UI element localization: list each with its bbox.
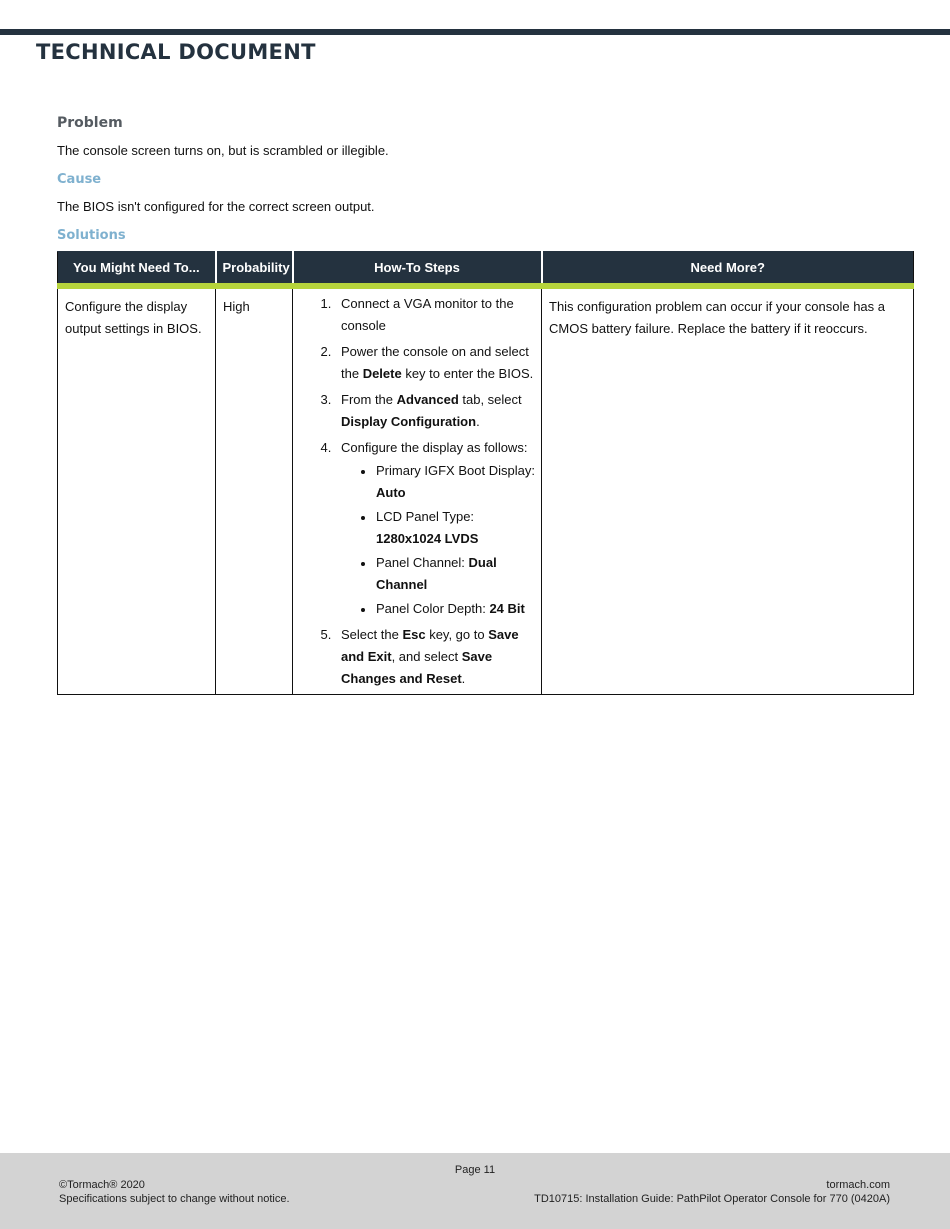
need-more-cell: This configuration problem can occur if your console has a CMOS battery failure. Replace the battery if it reoccurs. [542, 286, 914, 695]
display-settings-list [341, 460, 535, 620]
table-header-row [58, 252, 914, 287]
esc-key-label: Esc [402, 627, 426, 642]
step-2 [335, 341, 535, 385]
setting-label: Panel Channel: [376, 555, 469, 570]
step-5-text-end: . [461, 671, 466, 686]
column-header-action: You Might Need To... [58, 252, 216, 287]
problem-heading: Problem [57, 115, 123, 131]
step-2-text: Power the console on and select the [341, 344, 529, 381]
setting-label: LCD Panel Type: [376, 509, 475, 524]
copyright-text: ©Tormach® 2020 [59, 1179, 145, 1191]
step-3 [335, 389, 535, 433]
action-cell: Configure the display output settings in BIOS. [58, 286, 216, 695]
solutions-table [57, 251, 914, 695]
setting-value: Auto [376, 485, 406, 500]
steps-cell [293, 286, 542, 695]
how-to-steps-list [301, 293, 535, 690]
step-5-text: Select the [341, 627, 403, 642]
table-row [58, 286, 914, 695]
problem-text: The console screen turns on, but is scrambled or illegible. [57, 143, 389, 158]
setting-value: 1280x1024 LVDS [376, 531, 479, 546]
column-header-steps: How-To Steps [293, 252, 542, 287]
website-text: tormach.com [826, 1179, 890, 1191]
step-1 [335, 293, 535, 337]
display-configuration-label: Display Configuration [341, 414, 477, 429]
probability-cell: High [216, 286, 293, 695]
save-changes-reset-label: Save Changes and Reset [341, 649, 493, 686]
step-4 [335, 437, 535, 620]
disclaimer-text: Specifications subject to change without notice. [59, 1193, 290, 1205]
step-5 [335, 624, 535, 690]
document-id-text: TD10715: Installation Guide: PathPilot Operator Console for 770 (0420A) [534, 1193, 890, 1205]
setting-label: Primary IGFX Boot Display: [376, 463, 535, 478]
step-2-text-end: key to enter the BIOS. [401, 366, 534, 381]
step-1-text: Connect a VGA monitor to the console [341, 296, 514, 333]
step-3-text: From the [341, 392, 397, 407]
setting-panel-channel [376, 552, 535, 596]
solutions-heading: Solutions [57, 228, 126, 243]
column-header-probability: Probability [216, 252, 293, 287]
page-footer [0, 1153, 950, 1229]
setting-panel-color-depth [376, 598, 535, 620]
document-title: TECHNICAL DOCUMENT [36, 40, 316, 64]
setting-value: Dual Channel [376, 555, 497, 592]
step-4-text: Configure the display as follows: [341, 440, 528, 455]
header-rule [0, 29, 950, 35]
setting-value: 24 Bit [489, 601, 525, 616]
cause-text: The BIOS isn't configured for the correct screen output. [57, 199, 375, 214]
step-3-text-end: . [476, 414, 480, 429]
setting-lcd-panel-type [376, 506, 535, 550]
delete-key-label: Delete [362, 366, 402, 381]
column-header-need-more: Need More? [542, 252, 914, 287]
setting-primary-igfx [376, 460, 535, 504]
cause-heading: Cause [57, 172, 102, 187]
setting-label: Panel Color Depth: [376, 601, 490, 616]
step-5-text-mid: key, go to [425, 627, 489, 642]
advanced-tab-label: Advanced [396, 392, 459, 407]
step-5-text-mid2: , and select [391, 649, 462, 664]
step-3-text-mid: tab, select [458, 392, 522, 407]
save-and-exit-label: Save and Exit [341, 627, 519, 664]
page-number: Page 11 [454, 1164, 496, 1176]
